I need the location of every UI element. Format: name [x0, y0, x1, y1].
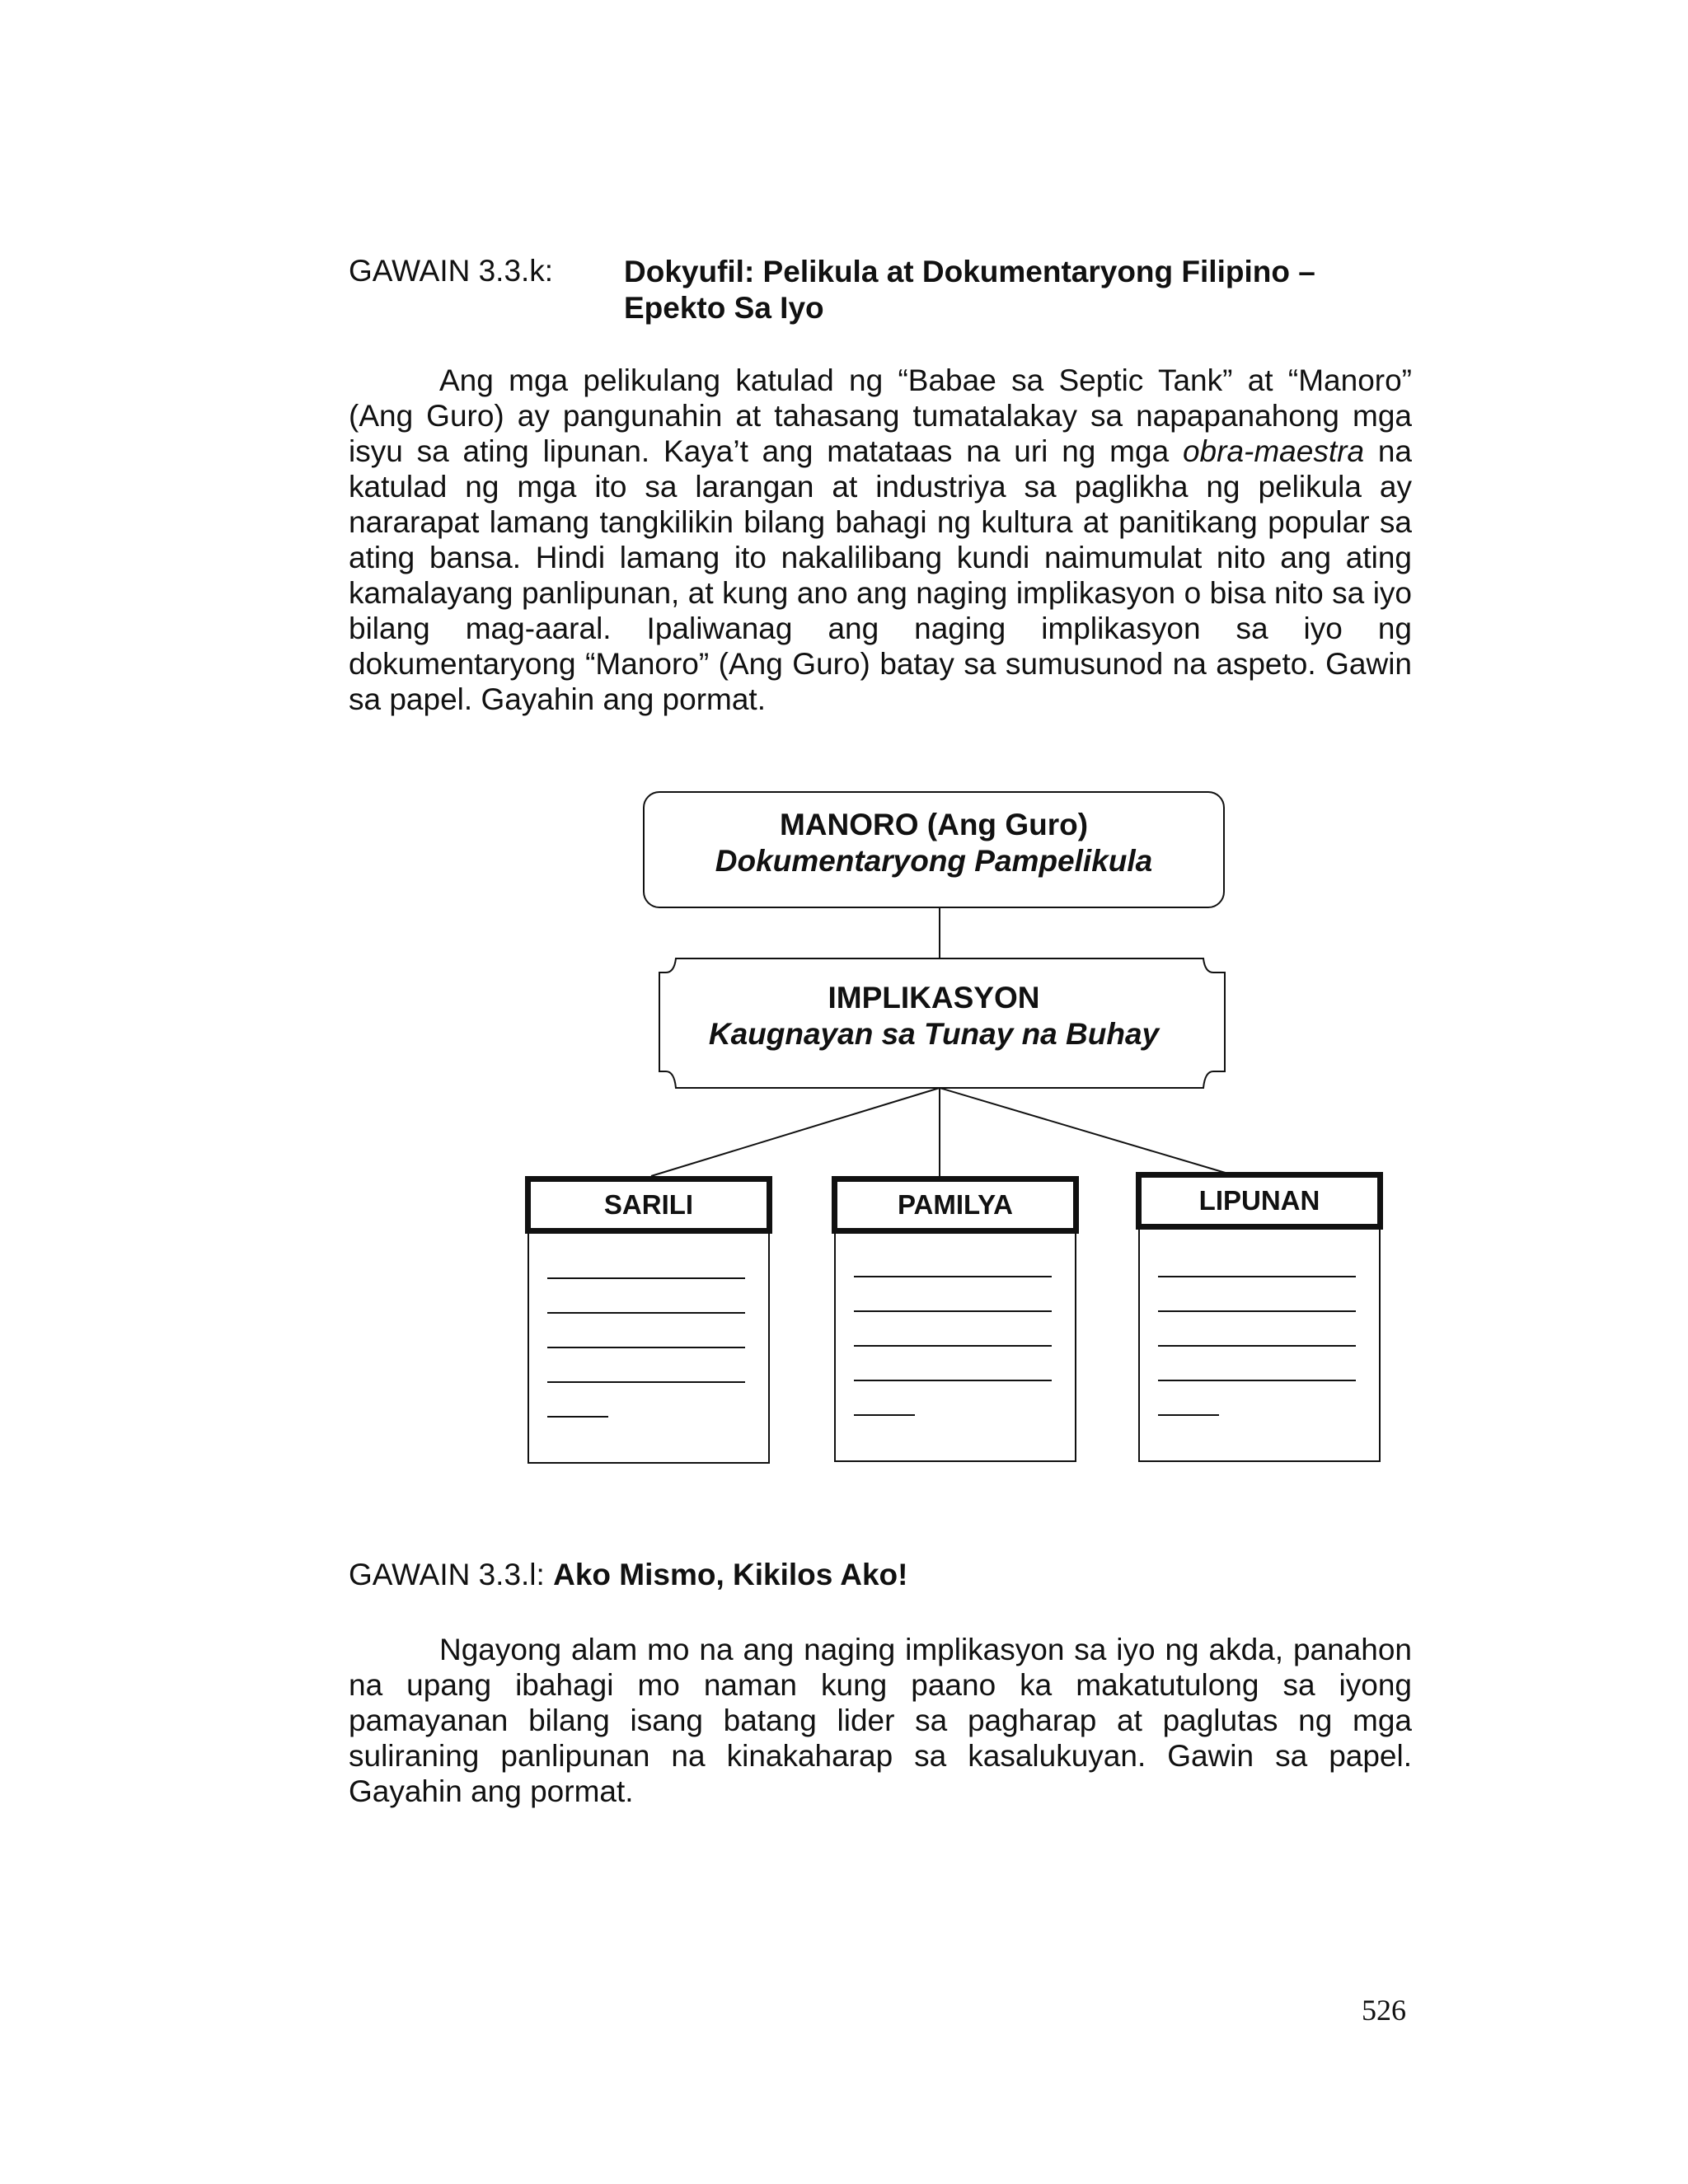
- answer-line: [854, 1380, 1052, 1381]
- answer-line: [547, 1381, 745, 1383]
- sarili-writing-area: [528, 1230, 770, 1464]
- pamilya-box: PAMILYA: [832, 1176, 1079, 1234]
- activity-2-heading: [349, 1558, 907, 1592]
- lipunan-writing-area: [1138, 1228, 1381, 1462]
- answer-line: [547, 1416, 608, 1418]
- answer-line: [854, 1276, 1052, 1277]
- sarili-box: SARILI: [525, 1176, 772, 1234]
- paragraph-italic-term: obra-maestra: [1182, 434, 1365, 468]
- activity-2-label: GAWAIN 3.3.l:: [349, 1558, 554, 1591]
- answer-line: [1158, 1310, 1356, 1312]
- manoro-box-title: MANORO (Ang Guro): [779, 808, 1089, 841]
- paragraph-text-a: Ang mga pelikulang katulad ng “Babae sa Septic Tank” at “Manoro” (Ang Guro) ay pangunahin at tahasang tumatalakay sa napapanahong mga isyu sa ating lipunan. Kaya’t ang matataas na uri ng mga: [349, 363, 1412, 468]
- answer-line: [1158, 1345, 1356, 1347]
- activity-2-paragraph: [349, 1632, 1412, 1809]
- answer-line: [1158, 1380, 1356, 1381]
- answer-line: [854, 1310, 1052, 1312]
- answer-line: [547, 1347, 745, 1348]
- manoro-box-subtitle: Dokumentaryong Pampelikula: [715, 844, 1153, 878]
- manoro-box: [643, 791, 1225, 908]
- activity-1-label: GAWAIN 3.3.k:: [349, 254, 554, 288]
- paragraph-text-b: na katulad ng mga ito sa larangan at industriya sa paglikha ng pelikula ay nararapat lamang tangkilikin bilang bahagi ng kultura at panitikang popular sa ating bansa. Hindi lamang ito nakalilibang kundi naimumulat nito ang ating kamalayang panlipunan, at kung ano ang naging implikasyon o bisa nito sa iyo bilang mag-aaral. Ipaliwanag ang naging implikasyon sa iyo ng dokumentaryong “Manoro” (Ang Guro) batay sa sumusunod na aspeto. Gawin sa papel. Gayahin ang pormat.: [349, 434, 1412, 716]
- answer-line: [1158, 1276, 1356, 1277]
- implikasyon-box: [659, 981, 1208, 1052]
- lipunan-box: LIPUNAN: [1136, 1172, 1383, 1230]
- connector-sarili: [651, 1088, 940, 1176]
- answer-line: [854, 1414, 915, 1416]
- activity-2-paragraph-text: Ngayong alam mo na ang naging implikasyon sa iyo ng akda, panahon na upang ibahagi mo naman kung paano ka makatutulong sa iyong pamayanan bilang isang batang lider sa pagharap at paglutas ng mga suliraning panlipunan na kinakaharap sa kasalukuyan. Gawin sa papel. Gayahin ang pormat.: [349, 1633, 1412, 1808]
- answer-line: [1158, 1414, 1219, 1416]
- activity-2-title: Ako Mismo, Kikilos Ako!: [553, 1558, 908, 1591]
- answer-line: [854, 1345, 1052, 1347]
- page-number: 526: [1362, 1994, 1406, 2027]
- activity-1-title-line2: Epekto Sa Iyo: [624, 291, 824, 325]
- answer-line: [547, 1312, 745, 1314]
- answer-line: [547, 1277, 745, 1279]
- connector-lipunan: [940, 1088, 1228, 1174]
- activity-1-title-line1: Dokyufil: Pelikula at Dokumentaryong Filipino –: [624, 255, 1315, 288]
- implikasyon-box-subtitle: Kaugnayan sa Tunay na Buhay: [708, 1017, 1160, 1051]
- pamilya-writing-area: [834, 1230, 1076, 1462]
- implikasyon-box-title: IMPLIKASYON: [828, 981, 1040, 1015]
